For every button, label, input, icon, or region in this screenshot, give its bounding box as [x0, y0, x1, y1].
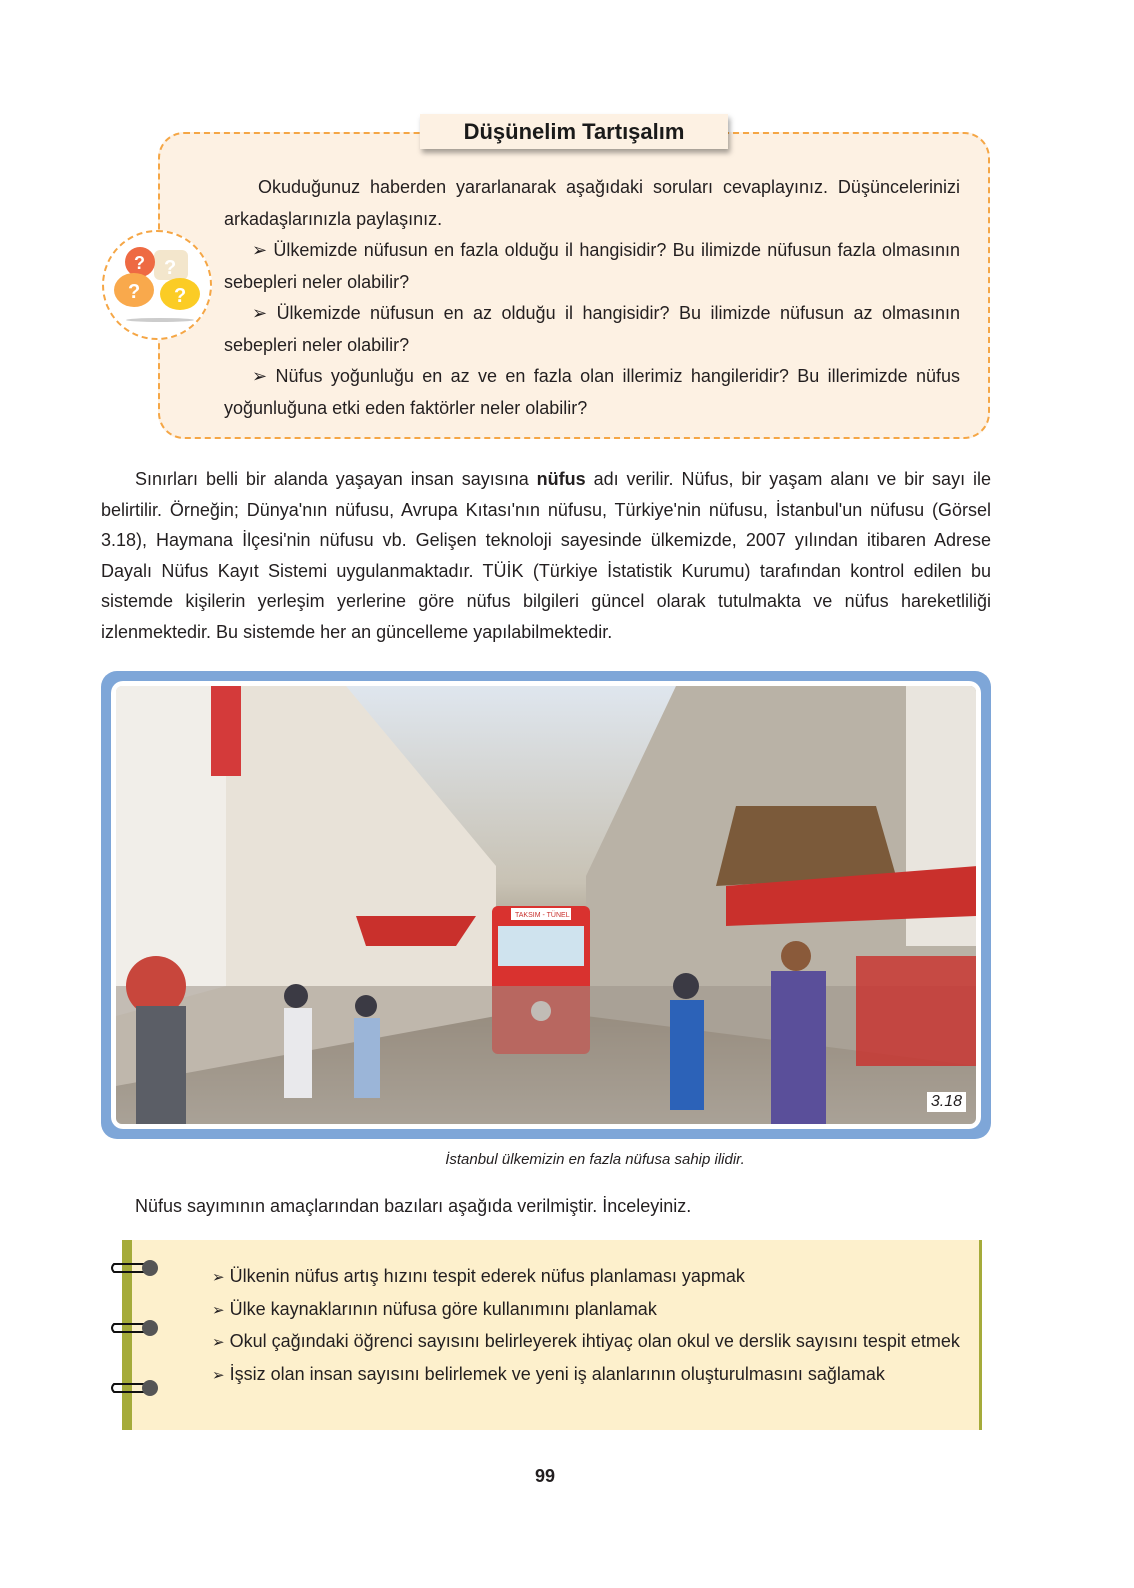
question-text: Ülkemizde nüfusun en fazla olduğu il hangisidir? Bu ilimizde nüfusun fazla olmasının sebepleri neler olabilir?	[224, 240, 960, 292]
question-text: Nüfus yoğunluğu en az ve en fazla olan illerimiz hangileridir? Bu illerimizde nüfus yoğunluğuna etki eden faktörler neler olabilir?	[224, 366, 960, 418]
spiral-ring-icon	[110, 1254, 162, 1284]
list-item-text: İşsiz olan insan sayısını belirlemek ve yeni iş alanlarının oluşturulmasını sağlamak	[229, 1364, 885, 1385]
list-item	[184, 1261, 974, 1294]
spiral-ring-icon	[110, 1314, 162, 1344]
list-item	[184, 1359, 974, 1392]
purposes-list	[184, 1261, 974, 1392]
list-item-text: Ülkenin nüfus artış hızını tespit ederek nüfus planlaması yapmak	[229, 1266, 745, 1286]
arrow-bullet-icon: ➢	[212, 1269, 225, 1286]
arrow-bullet-icon: ➢	[212, 1301, 225, 1319]
bold-term: nüfus	[536, 469, 586, 489]
arrow-bullet-icon: ➢	[252, 303, 268, 323]
list-item	[184, 1294, 974, 1327]
notepad-box	[122, 1240, 982, 1430]
svg-text:?: ?	[128, 281, 141, 303]
svg-text:?: ?	[134, 253, 145, 273]
svg-text:?: ?	[164, 257, 177, 279]
spiral-ring-icon	[110, 1374, 162, 1404]
arrow-bullet-icon: ➢	[212, 1367, 225, 1385]
svg-text:?: ?	[174, 285, 187, 307]
figure-caption: İstanbul ülkemizin en fazla nüfusa sahip ilidir.	[445, 1151, 745, 1168]
list-item	[184, 1326, 974, 1359]
intro-text: Okuduğunuz haberden yararlanarak aşağıdaki soruları cevaplayınız. Düşüncelerinizi arkadaşlarınızla paylaşınız.	[224, 177, 960, 229]
body-paragraph	[101, 464, 991, 648]
question-text: Ülkemizde nüfusun en az olduğu il hangisidir? Bu ilimizde nüfusun az olmasının sebepleri neler olabilir?	[224, 303, 960, 355]
list-intro: Nüfus sayımının amaçlarından bazıları aşağıda verilmiştir. İnceleyiniz.	[135, 1196, 692, 1216]
arrow-bullet-icon: ➢	[252, 366, 268, 386]
question-item	[224, 235, 960, 298]
list-item-text: Ülke kaynaklarının nüfusa göre kullanımını planlamak	[229, 1298, 657, 1319]
question-item	[224, 298, 960, 361]
tram-sign: TAKSIM - TÜNEL	[515, 912, 570, 919]
page-number: 99	[534, 1466, 556, 1486]
text: Sınırları belli bir alanda yaşayan insan sayısına	[135, 469, 537, 489]
list-item-text: Okul çağındaki öğrenci sayısını belirleyerek ihtiyaç olan okul ve derslik sayısını tespit etmek	[229, 1331, 960, 1352]
figure-label: 3.18	[927, 1092, 966, 1112]
arrow-bullet-icon: ➢	[252, 240, 268, 260]
question-bubbles-icon	[102, 230, 212, 340]
text: adı verilir. Nüfus, bir yaşam alanı ve bir sayı ile belirtilir. Örneğin; Dünya'nın nüfusu, Avrupa Kıtası'nın nüfusu, Türkiye'nin nüfusu, İstanbul'un nüfusu (Görsel 3.18), Haymana İlçesi'nin nüfusu vb. Gelişen teknoloji sayesinde ülkemizde, 2007 yılından itibaren Adrese Dayalı Nüfus Kayıt Sistemi uygulanmaktadır. TÜİK (Türkiye İstatistik Kurumu) tarafından kontrol edilen bu sistemde kişilerin yerleşim yerlerine göre nüfus bilgileri güncel olarak tutulmakta ve nüfus hareketliliği izlenmektedir. Bu sistemde her an güncelleme yapılabilmektedir.	[101, 469, 991, 642]
think-discuss-title: Düşünelim Tartışalım	[420, 114, 728, 149]
istiklal-street-photo	[116, 686, 976, 1124]
arrow-bullet-icon: ➢	[212, 1334, 225, 1352]
question-item	[224, 361, 960, 424]
figure-frame	[101, 671, 991, 1139]
think-discuss-text	[224, 172, 960, 424]
